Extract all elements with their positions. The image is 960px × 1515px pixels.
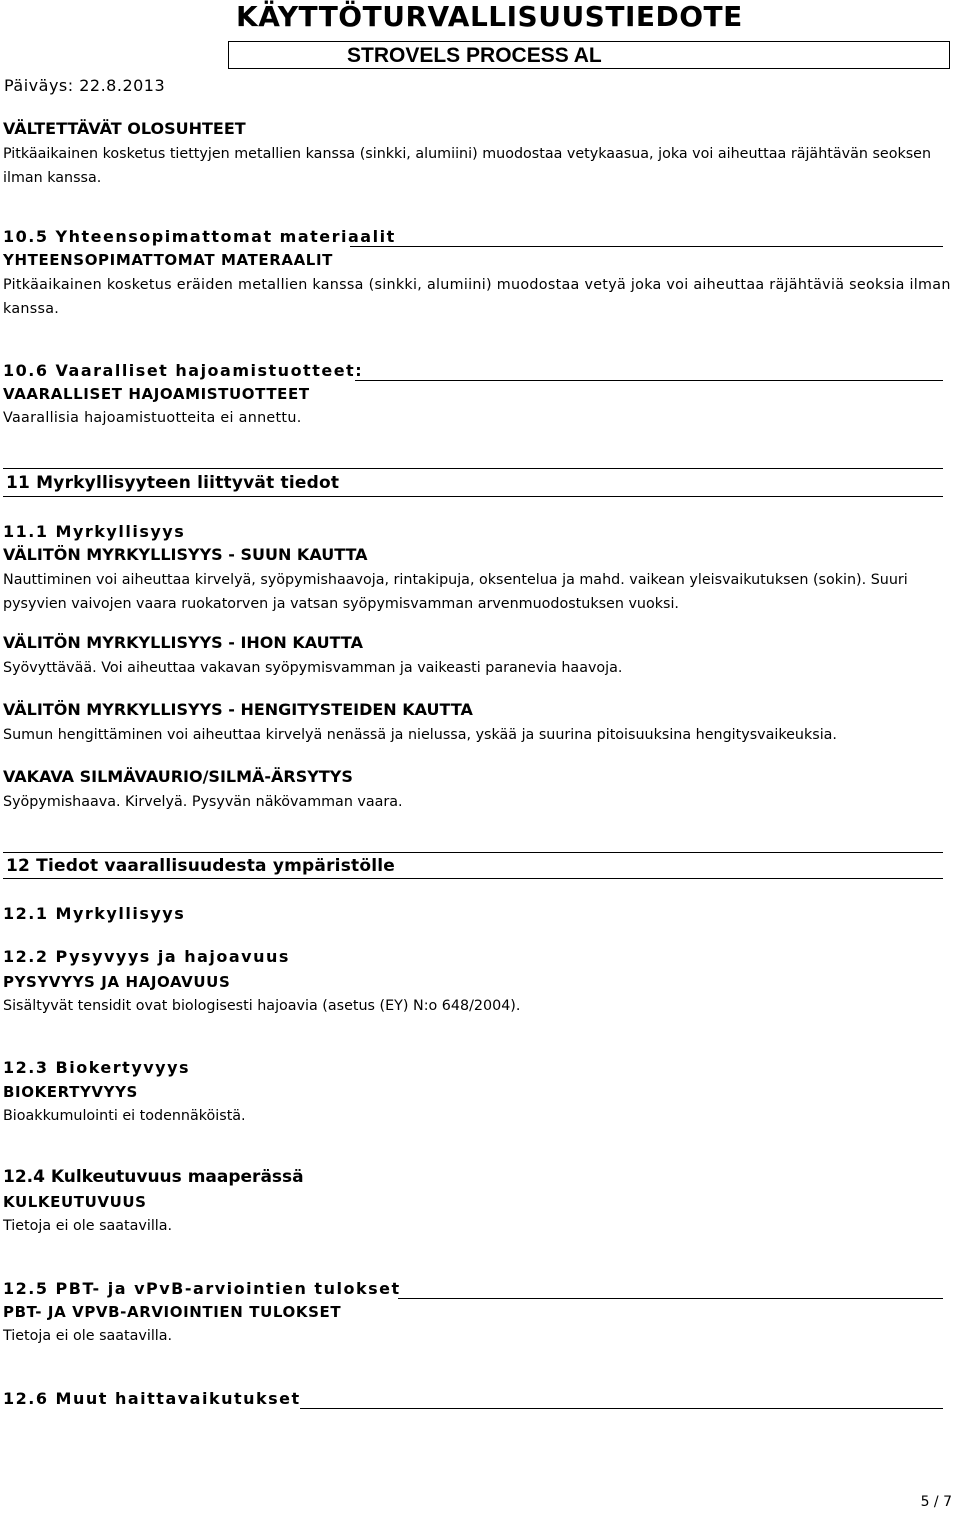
section-12-rule-top <box>3 852 943 853</box>
section-10-5-title: 10.5 Yhteensopimattomat materiaalit <box>3 227 396 246</box>
oral-toxicity-heading: VÄLITÖN MYRKYLLISYYS - SUUN KAUTTA <box>3 545 368 564</box>
section-10-6-caps: VAARALLISET HAJOAMISTUOTTEET <box>3 385 310 403</box>
section-11-heading: 11 Myrkyllisyyteen liittyvät tiedot <box>6 473 340 493</box>
oral-toxicity-text: Nauttiminen voi aiheuttaa kirvelyä, syöpymishaavoja, rintakipuja, oksentelua ja mahd. vaikean yleisvaikutuksen (sokin). Suuri pysyvien vaivojen vaara ruokatorven ja vatsan syöpymisvamman arvenmuodostuksen vuoksi. <box>3 572 908 612</box>
section-12-6-rule <box>300 1408 943 1409</box>
section-12-3-text: Bioakkumulointi ei todennäköistä. <box>3 1108 246 1124</box>
dermal-toxicity-heading: VÄLITÖN MYRKYLLISYYS - IHON KAUTTA <box>3 633 363 652</box>
inhalation-toxicity-heading: VÄLITÖN MYRKYLLISYYS - HENGITYSTEIDEN KAUTTA <box>3 700 473 719</box>
section-11-rule-top <box>3 468 943 469</box>
dermal-toxicity-text: Syövyttävää. Voi aiheuttaa vakavan syöpymisvamman ja vaikeasti paranevia haavoja. <box>3 660 623 676</box>
conditions-to-avoid-heading: VÄLTETTÄVÄT OLOSUHTEET <box>3 119 246 138</box>
section-12-5-text: Tietoja ei ole saatavilla. <box>3 1328 173 1344</box>
section-12-2-title: 12.2 Pysyvyys ja hajoavuus <box>3 947 290 966</box>
section-10-5-rule <box>350 246 943 247</box>
section-11-rule-bottom <box>3 496 943 497</box>
section-10-5-text: Pitkäaikainen kosketus eräiden metallien kanssa (sinkki, alumiini) muodostaa vetyä joka voi aiheuttaa räjähtäviä seoksia ilman kanssa. <box>3 277 951 317</box>
document-title: KÄYTTÖTURVALLISUUSTIEDOTE <box>236 0 743 33</box>
inhalation-toxicity-text: Sumun hengittäminen voi aiheuttaa kirvelyä nenässä ja nielussa, yskää ja suurina pitoisuuksina hengitysvaikeuksia. <box>3 727 837 743</box>
section-12-4-title: 12.4 Kulkeutuvuus maaperässä <box>3 1167 304 1187</box>
section-12-rule-bottom <box>3 878 943 879</box>
section-10-6-text: Vaarallisia hajoamistuotteita ei annettu. <box>3 410 302 426</box>
section-12-heading: 12 Tiedot vaarallisuudesta ympäristölle <box>6 856 395 876</box>
section-12-5-title: 12.5 PBT- ja vPvB-arviointien tulokset <box>3 1279 401 1298</box>
page-number: 5 / 7 <box>920 1494 952 1510</box>
section-12-2-caps: PYSYVYYS JA HAJOAVUUS <box>3 973 231 991</box>
section-10-5-caps: YHTEENSOPIMATTOMAT MATERAALIT <box>3 251 333 269</box>
product-name-box: STROVELS PROCESS AL <box>228 41 950 69</box>
section-10-6-title: 10.6 Vaaralliset hajoamistuotteet: <box>3 361 364 380</box>
section-12-6-title: 12.6 Muut haittavaikutukset <box>3 1389 301 1408</box>
section-11-1-title: 11.1 Myrkyllisyys <box>3 522 186 541</box>
section-12-4-text: Tietoja ei ole saatavilla. <box>3 1218 173 1234</box>
section-12-5-rule <box>398 1298 943 1299</box>
section-12-3-title: 12.3 Biokertyvyys <box>3 1058 191 1077</box>
eye-damage-text: Syöpymishaava. Kirvelyä. Pysyvän näkövamman vaara. <box>3 794 403 810</box>
section-12-3-caps: BIOKERTYVYYS <box>3 1083 138 1101</box>
conditions-to-avoid-text: Pitkäaikainen kosketus tiettyjen metallien kanssa (sinkki, alumiini) muodostaa vetykaasua, joka voi aiheuttaa räjähtävän seoksen ilman kanssa. <box>3 146 932 186</box>
date-label: Päiväys: 22.8.2013 <box>4 76 166 95</box>
eye-damage-heading: VAKAVA SILMÄVAURIO/SILMÄ-ÄRSYTYS <box>3 767 353 786</box>
section-12-5-caps: PBT- JA VPVB-ARVIOINTIEN TULOKSET <box>3 1303 342 1321</box>
section-12-2-text: Sisältyvät tensidit ovat biologisesti hajoavia (asetus (EY) N:o 648/2004). <box>3 998 521 1014</box>
section-12-1-title: 12.1 Myrkyllisyys <box>3 904 186 923</box>
section-10-6-rule <box>355 380 943 381</box>
section-12-4-caps: KULKEUTUVUUS <box>3 1193 147 1211</box>
